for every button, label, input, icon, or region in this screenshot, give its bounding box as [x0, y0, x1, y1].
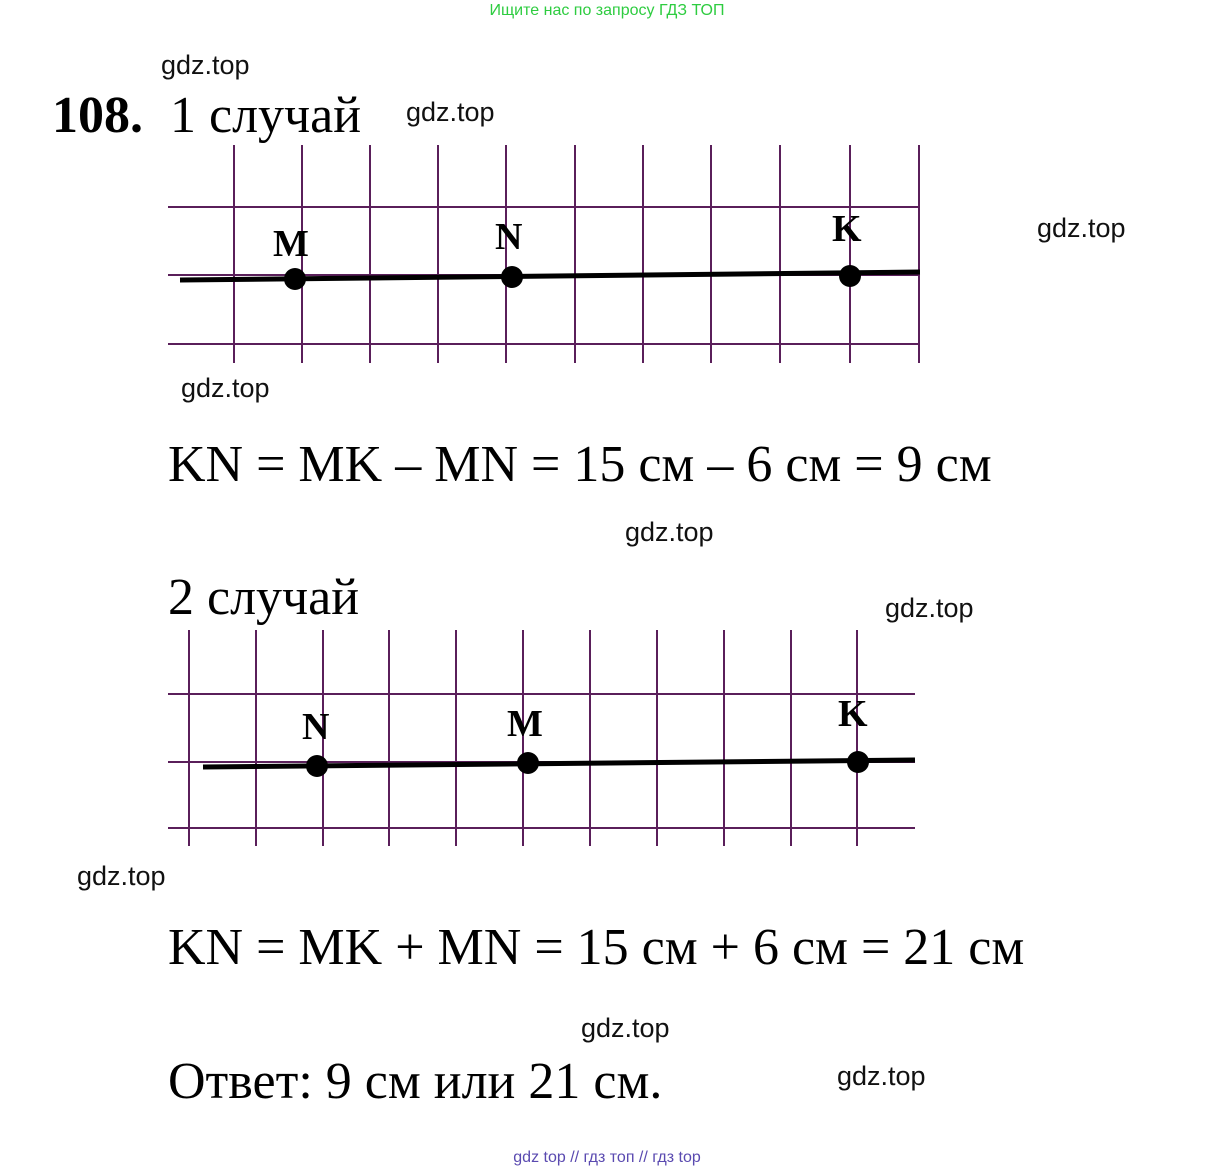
point-m [284, 268, 306, 290]
watermark: gdz.top [161, 50, 250, 80]
answer: Ответ: 9 см или 21 см. [168, 1053, 663, 1110]
point-n [306, 755, 328, 777]
watermark: gdz.top [837, 1061, 926, 1091]
point-label: K [838, 693, 868, 735]
point-label: N [495, 216, 523, 258]
point-k [847, 751, 869, 773]
search-banner[interactable]: Ищите нас по запросу ГДЗ ТОП [489, 2, 725, 19]
point-label: K [832, 208, 862, 250]
case2-diagram [165, 630, 920, 850]
footer-links[interactable]: gdz top // гдз топ // гдз top [513, 1149, 701, 1166]
watermark: gdz.top [625, 517, 714, 547]
case1-title: 1 случай [170, 87, 362, 144]
watermark: gdz.top [1037, 213, 1126, 243]
point-k [839, 265, 861, 287]
point-n [501, 266, 523, 288]
watermark: gdz.top [885, 593, 974, 623]
watermark: gdz.top [581, 1013, 670, 1043]
watermark: gdz.top [406, 97, 495, 127]
case2-equation: KN = MK + MN = 15 см + 6 см = 21 см [168, 919, 1025, 976]
problem-number: 108. [52, 87, 143, 144]
watermark: gdz.top [181, 373, 270, 403]
point-label: M [507, 703, 543, 745]
case1-diagram [165, 145, 925, 365]
point-m [517, 752, 539, 774]
watermark: gdz.top [77, 861, 166, 891]
point-label: M [273, 223, 309, 265]
case2-title: 2 случай [168, 569, 360, 626]
case1-equation: KN = MK – MN = 15 см – 6 см = 9 см [168, 436, 992, 493]
point-label: N [302, 706, 330, 748]
